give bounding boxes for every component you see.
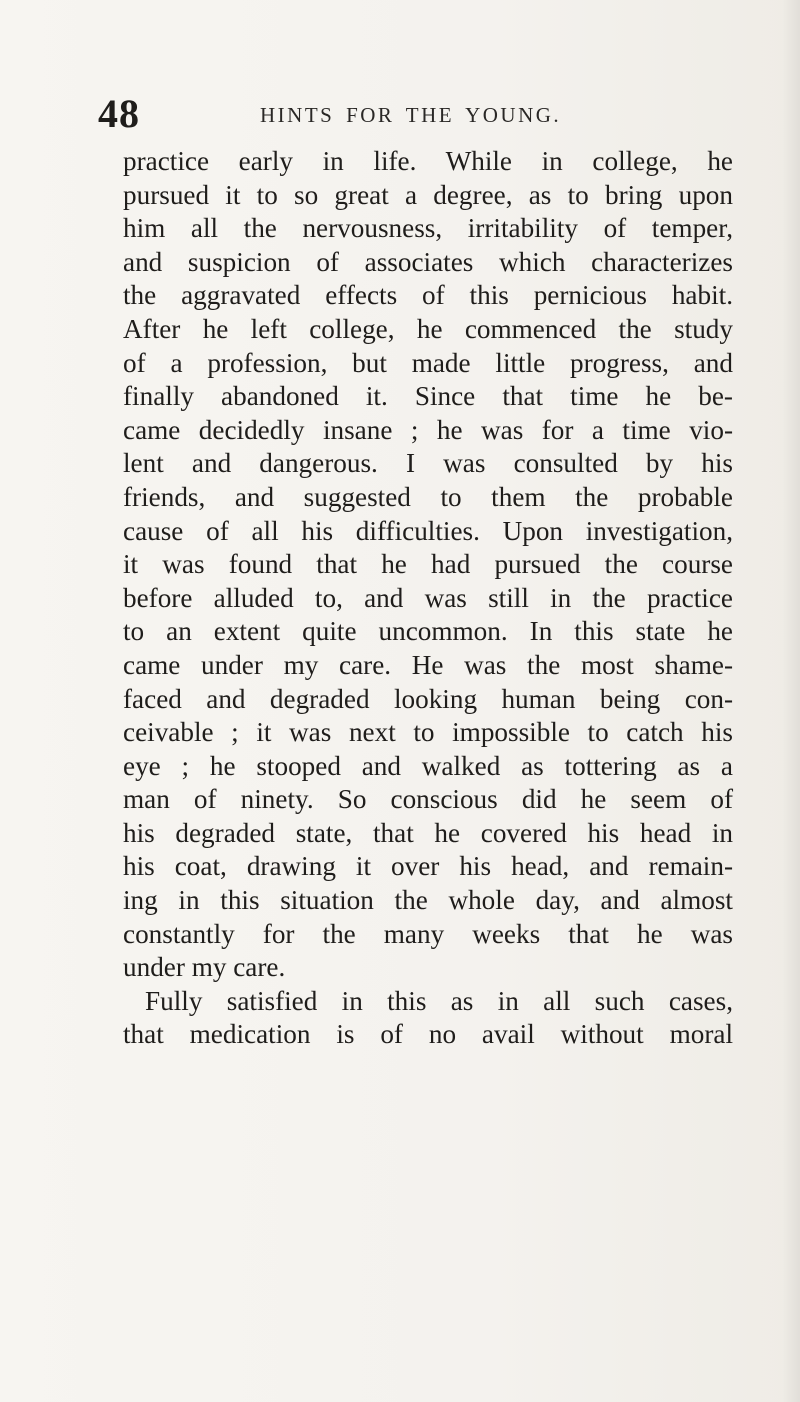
text-line: practice early in life. While in college, he [123,146,733,176]
text-line: it was found that he had pursued the course [123,549,733,580]
text-line: of a profession, but made little progress, and [123,347,733,378]
text-line: After he left college, he commenced the study [123,313,733,344]
text-line: faced and degraded looking human being con- [123,683,733,714]
body-text [123,145,733,1052]
text-line: to an extent quite uncommon. In this state he [123,616,733,647]
text-line: cause of all his difficulties. Upon investigation, [123,515,733,546]
running-head-title: HINTS FOR THE YOUNG. [260,103,562,127]
running-head [98,92,738,136]
text-line: his coat, drawing it over his head, and remain- [123,851,733,882]
paragraph-end-line: under my care. [123,952,286,983]
text-line: eye ; he stooped and walked as tottering as a [123,750,733,781]
page-number: 48 [98,91,140,136]
text-line: before alluded to, and was still in the practice [123,582,733,613]
text-line: finally abandoned it. Since that time he be- [123,381,733,412]
text-line: came under my care. He was the most shame- [123,649,733,680]
text-line: his degraded state, that he covered his head in [123,817,733,848]
text-line: friends, and suggested to them the probable [123,481,733,512]
text-line: the aggravated effects of this pernicious habit. [123,280,733,311]
text-line: pursued it to so great a degree, as to bring upon [123,179,733,210]
text-line: came decidedly insane ; he was for a time vio- [123,414,733,445]
text-line: ing in this situation the whole day, and almost [123,885,733,916]
text-line: that medication is of no avail without moral [123,1019,733,1050]
text-line: man of ninety. So conscious did he seem of [123,784,733,815]
text-line: constantly for the many weeks that he was [123,918,733,949]
text-line: ceivable ; it was next to impossible to catch his [123,717,733,748]
text-line: lent and dangerous. I was consulted by his [123,448,733,479]
text-line: and suspicion of associates which characterizes [123,246,733,277]
paragraph-start-line: Fully satisfied in this as in all such cases, [145,985,733,1016]
text-line: him all the nervousness, irritability of temper, [123,213,733,244]
page-edge-shadow [782,0,800,1402]
